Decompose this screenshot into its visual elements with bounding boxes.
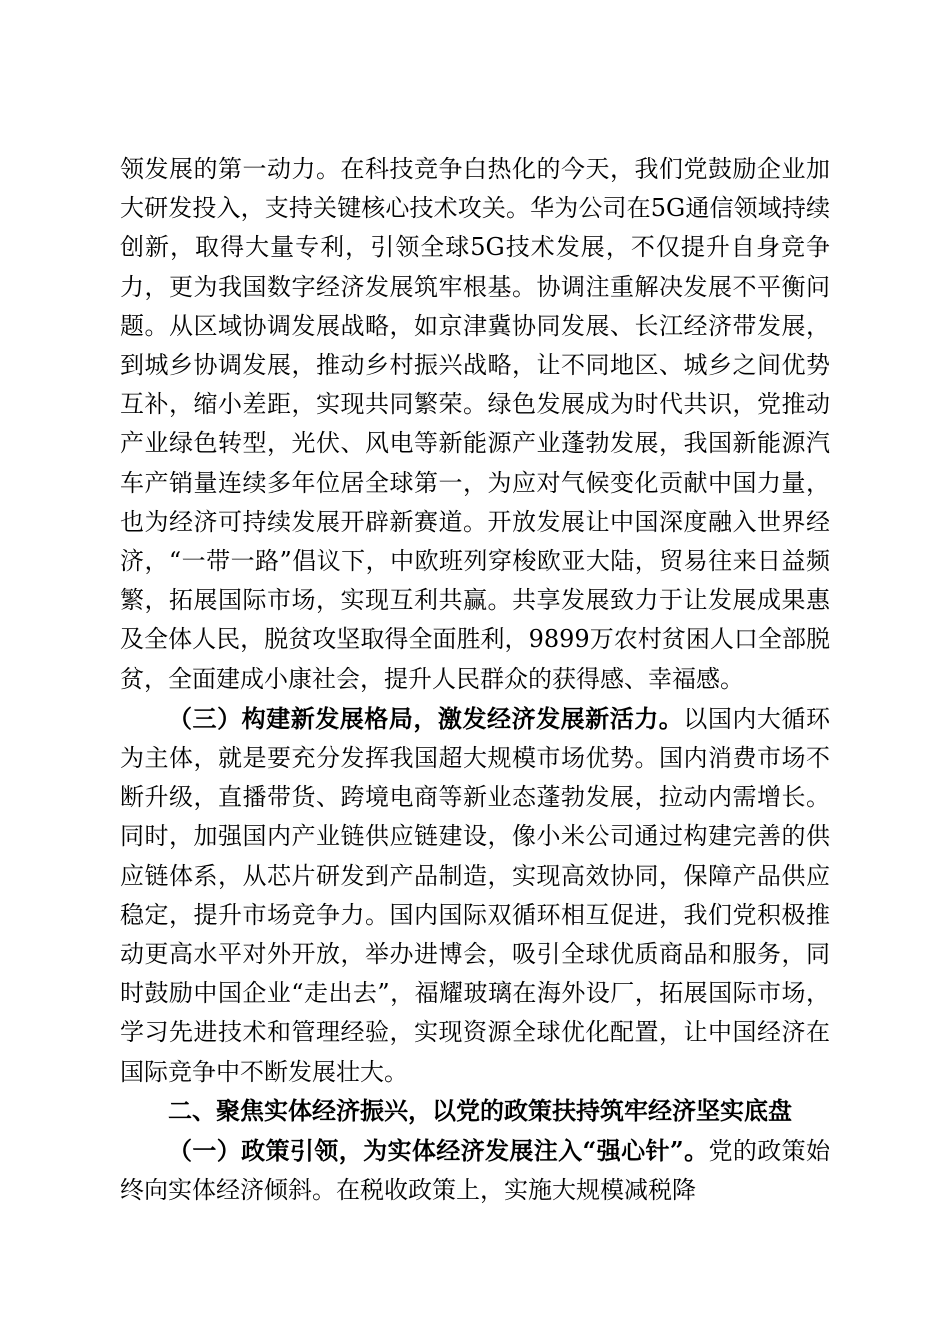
body-paragraph-2 <box>120 699 830 1092</box>
section-lead-3: （三）构建新发展格局，激发经济发展新活力。 <box>168 703 684 733</box>
paragraph-text: 党的政策始终向实体经济倾斜。在税收政策上，实施大规模减税降 <box>120 1137 831 1205</box>
body-paragraph-3 <box>120 1131 830 1210</box>
paragraph-text: 以国内大循环为主体，就是要充分发挥我国超大规模市场优势。国内消费市场不断升级，直播带货、跨境电商等新业态蓬勃发展，拉动内需增长。同时，加强国内产业链供应链建设，像小米公司通过构建完善的供应链体系，从芯片研发到产品制造，实现高效协同，保障产品供应稳定，提升市场竞争力。国内国际双循环相互促进，我们党积极推动更高水平对外开放，举办进博会，吸引全球优质商品和服务，同时鼓励中国企业“走出去”，福耀玻璃在海外设厂，拓展国际市场，学习先进技术和管理经验，实现资源全球优化配置，让中国经济在国际竞争中不断发展壮大。 <box>120 704 831 1086</box>
section-lead-1: （一）政策引领，为实体经济发展注入“强心针”。 <box>168 1136 709 1166</box>
paragraph-text: 领发展的第一动力。在科技竞争白热化的今天，我们党鼓励企业加大研发投入，支持关键核心技术攻关。华为公司在5G通信领域持续创新，取得大量专利，引领全球5G技术发展，不仅提升自身竞争力，更为我国数字经济发展筑牢根基。协调注重解决发展不平衡问题。从区域协调发展战略，如京津冀协同发展、长江经济带发展，到城乡协调发展，推动乡村振兴战略，让不同地区、城乡之间优势互补，缩小差距，实现共同繁荣。绿色发展成为时代共识，党推动产业绿色转型，光伏、风电等新能源产业蓬勃发展，我国新能源汽车产销量连续多年位居全球第一，为应对气候变化贡献中国力量，也为经济可持续发展开辟新赛道。开放发展让中国深度融入世界经济，“一带一路”倡议下，中欧班列穿梭欧亚大陆，贸易往来日益频繁，拓展国际市场，实现互利共赢。共享发展致力于让发展成果惠及全体人民，脱贫攻坚取得全面胜利，9899万农村贫困人口全部脱贫，全面建成小康社会，提升人民群众的获得感、幸福感。 <box>120 155 830 693</box>
section-heading-2: 二、聚焦实体经济振兴，以党的政策扶持筑牢经济坚实底盘 <box>168 1096 792 1125</box>
body-paragraph-1 <box>120 150 830 699</box>
document-page <box>120 150 830 1210</box>
